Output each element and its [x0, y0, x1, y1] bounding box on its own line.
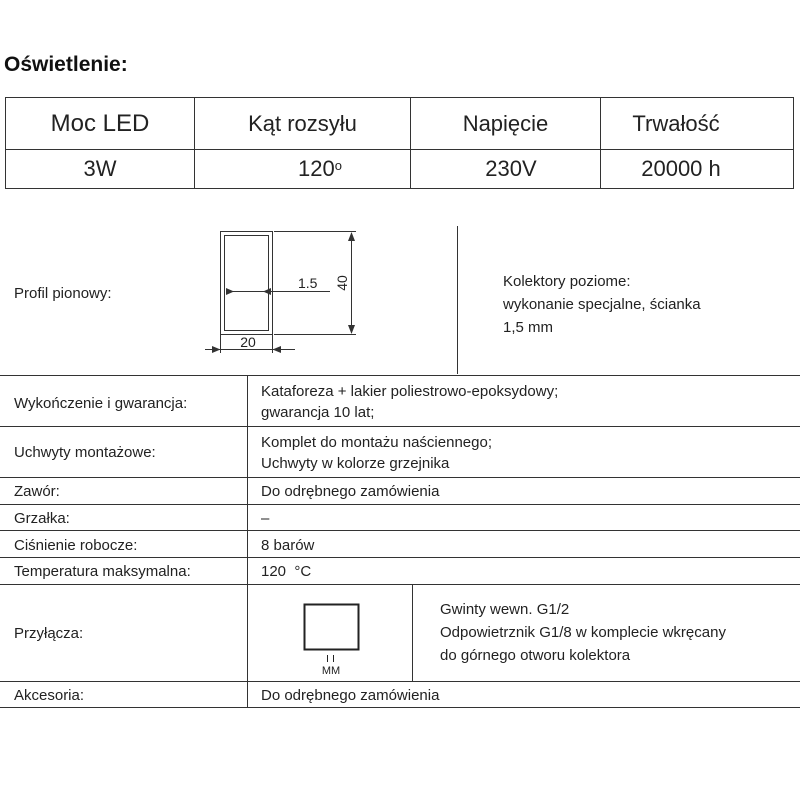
dim-width: 20 [240, 334, 256, 350]
header-power: Moc LED [50, 109, 150, 137]
spec-line: gwarancja 10 lat; [261, 404, 375, 421]
value-power: 3W [83, 156, 117, 181]
spec-line: do górnego otworu kolektora [440, 647, 631, 664]
spec-value: 120 °C [261, 563, 312, 580]
diagram-label: MM [321, 665, 341, 677]
spec-line: Komplet do montażu naściennego; [261, 434, 492, 451]
spec-line: Uchwyty w kolorze grzejnika [261, 455, 450, 472]
collectors-line: wykonanie specjalne, ścianka [503, 296, 701, 313]
degree-symbol: o [334, 157, 342, 173]
header-voltage: Napięcie [462, 110, 549, 136]
spec-line: Kataforeza + lakier poliestrowo-epoksydowy; [261, 383, 559, 400]
collectors-line: 1,5 mm [503, 319, 554, 336]
header-lifetime: Trwałość [632, 110, 720, 136]
spec-value: 8 barów [261, 537, 315, 554]
spec-label: Zawór: [14, 483, 60, 500]
spec-line: Gwinty wewn. G1/2 [440, 601, 570, 618]
angle-number: 120 [298, 156, 335, 181]
spec-label: Akcesoria: [14, 687, 85, 704]
spec-label: Przyłącza: [14, 625, 84, 642]
spec-value [261, 381, 558, 423]
section-title: Oświetlenie: [4, 53, 128, 76]
spec-label: Uchwyty montażowe: [14, 444, 156, 461]
spec-label: Wykończenie i gwarancja: [14, 395, 188, 412]
spec-value [440, 598, 726, 667]
spec-line: Odpowietrznik G1/8 w komplecie wkręcany [440, 624, 726, 641]
dim-thickness: 1.5 [298, 275, 318, 291]
dim-height: 40 [334, 275, 350, 291]
spec-value: Do odrębnego zamówienia [261, 483, 440, 500]
collectors-line: Kolektory poziome: [503, 273, 631, 290]
spec-label: Grzałka: [14, 510, 70, 527]
connection-diagram [300, 600, 370, 678]
spec-value: – [261, 510, 270, 527]
value-voltage: 230V [485, 156, 537, 181]
header-beam-angle: Kąt rozsyłu [248, 110, 357, 136]
value-lifetime: 20000 h [641, 156, 721, 181]
profile-label: Profil pionowy: [14, 285, 112, 302]
spec-value [261, 432, 492, 474]
spec-value: Do odrębnego zamówienia [261, 687, 440, 704]
spec-label: Ciśnienie robocze: [14, 537, 138, 554]
spec-label: Temperatura maksymalna: [14, 563, 191, 580]
